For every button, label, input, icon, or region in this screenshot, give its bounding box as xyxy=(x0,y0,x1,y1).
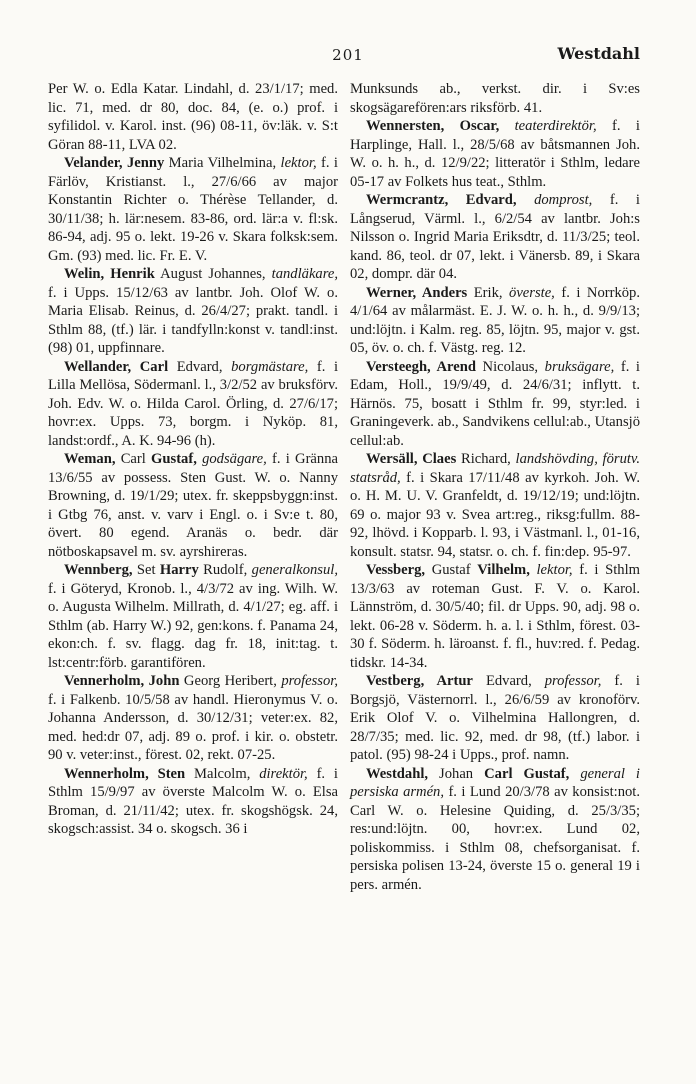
entry-given-names: Nicolaus, xyxy=(475,358,545,375)
entry-given-names: August Johannes, xyxy=(154,266,272,282)
biography-entry xyxy=(350,561,640,672)
entry-text: f. i Färlöv, Kristianst. l., 27/6/66 av major Konstantin Richter o. Thérèse Tellander, d. 30/11/38; h. lär:nesem. 83-86, ord. lär:a v. fl:sk. 86-94, adj. 95 o. lekt. 19-26 v. Skara folksk:sem. Gm. (93) med. lic. Fr. E. V. xyxy=(48,155,338,264)
entry-given-names: Malcolm, xyxy=(185,765,260,782)
entry-title: bruksägare, xyxy=(544,358,615,375)
entry-title: överste, xyxy=(509,284,555,301)
entry-given-names: Carl xyxy=(115,451,152,467)
biography-entry xyxy=(48,765,338,839)
entry-text: f. i Sthlm 13/3/63 av roteman Gust. F. V. o. Karol. Lännström, d. 30/5/40; fil. dr Upps. 90, adj. 98 o. lekt. 06-28 v. Söderm. h. a. l. i Sthlm, förest. 03-30 f. Söderm. h. läroanst. f. fl., huv:red. f. Pedag. tidskr. 14-34. xyxy=(350,562,640,671)
left-column xyxy=(48,80,338,839)
biography-entry xyxy=(350,765,640,895)
entry-name: Wersäll, Claes xyxy=(366,451,457,467)
entry-title: borgmästare, xyxy=(231,358,309,375)
biography-entry xyxy=(350,450,640,561)
biography-entry xyxy=(350,117,640,191)
entry-title: professor, xyxy=(544,673,602,689)
biography-entry xyxy=(48,154,338,265)
entry-given-names: Gustaf xyxy=(425,562,478,578)
biography-entry xyxy=(350,80,640,117)
entry-name: Werner, Anders xyxy=(366,284,468,301)
entry-name: Weman, xyxy=(64,451,116,467)
entry-text: f. i Långserud, Värml. l., 6/2/54 av lantbr. Joh:s Nilsson o. Ingrid Maria Eriksdtr, d. 11/3/25; teol. kand. 86, teol. dr 07, lekt. i Vänersb. 89, i Skara 02, dompr. där 04. xyxy=(350,192,640,282)
entry-name: Velander, Jenny xyxy=(64,155,165,171)
entry-title: direktör, xyxy=(259,765,308,782)
entry-given-names: Set xyxy=(132,562,160,578)
entry-name: Wermcrantz, Edvard, xyxy=(366,192,517,208)
entry-text: f. i Falkenb. 10/5/58 av handl. Hieronymus V. o. Johanna Andersson, d. 30/12/31; veter:ex. 82, med. hed:dr 07, adj. 89 o. prof. i kir. o. obstetr. 90 v. veter:inst., förest. 02, rekt. 07-25. xyxy=(48,691,338,763)
entry-given-names: Per W. o. Edla Katar. Lindahl, d. 23/1/17; med. lic. 71, med. dr 80, doc. 84, (e. o.) prof. i syfilidol. v. Karol. inst. (96) 08-11, öv:läk. v. S:t Göran 88-11, LVA 02. xyxy=(48,81,338,153)
entry-text: f. i Gränna 13/6/55 av possess. Sten Gust. W. o. Nanny Browning, d. 19/1/29; utex. fr. skeppsbyggn:inst. i Gtbg 76, anst. v. varv i Engl. o. i Sv:e t. 80, övert. 80 egend. Aranäs o. bedr. där nötboskapsavel m. sv. ayrshireras. xyxy=(48,451,338,560)
entry-given-names: Georg Heribert, xyxy=(179,673,282,689)
entry-call-name: Harry xyxy=(159,562,199,578)
entry-given-names: Rudolf, xyxy=(198,562,252,578)
entry-text: f. i Edam, Holl., 19/9/49, d. 24/6/31; inflytt. t. Härnös. 75, bosatt i Sthlm fr. 99, styr:led. i Graningeverk. ab., Sandvikens cellul:ab., Utansjö cellul:ab. xyxy=(350,358,640,449)
entry-text: f. i Harplinge, Hall. l., 28/5/68 av båtsmannen Joh. W. o. h. h., d. 12/9/22; litteratör i Sthlm, ledare 05-17 av Folkets hus teat., Sthlm. xyxy=(350,118,640,190)
biography-entry xyxy=(48,672,338,765)
entry-text: f. i Borgsjö, Västernorrl. l., 26/6/59 av kronoförv. Erik Olof V. o. Vilhelmina Hallongren, d. 28/7/35; med. lic. 92, med. dr 98, (tf.) labor. i patol. (95) 98-24 i Upps., prof. namn. xyxy=(350,673,640,763)
entry-text: f. i Sthlm 15/9/97 av överste Malcolm W. o. Elsa Broman, d. 21/11/42; utex. fr. skogshögsk. 24, skogsch:assist. 34 o. skogsch. 36 i xyxy=(48,765,338,837)
entry-title: teaterdirektör, xyxy=(514,118,597,134)
running-head: Westdahl xyxy=(557,44,640,63)
entry-name: Westdahl, xyxy=(366,765,429,782)
entry-title: landshövding, förutv. statsråd, xyxy=(350,451,640,486)
entry-call-name: Vilhelm, xyxy=(477,562,530,578)
entry-title: lektor, xyxy=(280,155,317,171)
right-column xyxy=(350,80,640,894)
biography-entry xyxy=(48,561,338,672)
page-number: 201 xyxy=(332,46,364,64)
entry-title: generalkonsul, xyxy=(251,562,338,578)
biography-entry xyxy=(48,80,338,154)
entry-name: Vennerholm, John xyxy=(64,673,180,689)
entry-name: Welin, Henrik xyxy=(64,266,155,282)
entry-name: Vessberg, xyxy=(366,562,426,578)
entry-name: Wennersten, Oscar, xyxy=(366,118,500,134)
biography-entry xyxy=(350,284,640,358)
entry-given-names: Maria Vilhelmina, xyxy=(164,155,281,171)
biography-entry xyxy=(350,191,640,284)
entry-given-names: Erik, xyxy=(467,284,510,301)
entry-call-name: Gustaf, xyxy=(151,451,197,467)
biography-entry xyxy=(350,358,640,451)
entry-given-names: Johan xyxy=(428,765,485,782)
entry-title: domprost, xyxy=(534,192,593,208)
entry-name: Wennerholm, Sten xyxy=(64,765,186,782)
biography-entry xyxy=(48,358,338,451)
entry-title: general i persiska armén, xyxy=(350,765,640,800)
entry-title: godsägare, xyxy=(202,451,267,467)
entry-title: professor, xyxy=(281,673,338,689)
entry-text: f. i Skara 17/11/48 av kyrkoh. Joh. W. o. H. M. U. V. Granfeldt, d. 19/12/19; und:löjtn. 69 o. major 93 v. Svea art:reg., riksg:fullm. 88-92, lhövd. i Kopparb. l. 93, i Västmanl. l., 01-16, konsult. statsr. 94, statsr. o. ch. f. fin:dep. 95-97. xyxy=(350,469,640,560)
entry-name: Versteegh, Arend xyxy=(366,358,476,375)
entry-name: Wennberg, xyxy=(64,562,133,578)
entry-title: lektor, xyxy=(536,562,573,578)
biography-entry xyxy=(48,450,338,561)
entry-given-names: Edvard, xyxy=(472,673,545,689)
entry-text: f. i Lilla Mellösa, Södermanl. l., 3/2/52 av bruksförv. Joh. Edv. W. o. Hilda Carol. Örling, d. 27/6/17; hovr:ex. Upps. 73, borgm. i Nyköp. 81, landst:ordf., A. K. 94-96 (h). xyxy=(48,358,338,449)
entry-text: f. i Göteryd, Kronob. l., 4/3/72 av ing. Wilh. W. o. Augusta Wilhelm. Millrath, d. 4/1/27; eg. aff. i Sthlm (ab. Harry W.) 92, gen:kons. f. Panama 24, ekon:ch. f. sv. flagg. dag fr. 18, init:tag. t. lst:centr:förb. garantifören. xyxy=(48,580,338,671)
biography-entry xyxy=(48,265,338,358)
entry-text: f. i Lund 20/3/78 av konsist:not. Carl W. o. Helesine Quiding, d. 25/3/35; res:und:löjtn. 00, hovr:ex. Lund 02, poliskommiss. i Sthlm 08, chefsorganisat. f. persiska polisen 13-24, överste 15 o. general 19 i pers. armén. xyxy=(350,784,640,893)
entry-given-names xyxy=(517,192,535,208)
entry-text: f. i Upps. 15/12/63 av lantbr. Joh. Olof W. o. Maria Elisab. Reinus, d. 26/4/27; prakt. tandl. i Sthlm 88, (tf.) lär. i tandfylln:konst v. tandl:inst. (98) 01, uppfinnare. xyxy=(48,284,338,356)
entry-name: Vestberg, Artur xyxy=(366,673,473,689)
entry-text: f. i Norrköp. 4/1/64 av målarmäst. E. J. W. o. h. h., d. 9/9/13; und:löjtn. i Kalm. reg. 85, löjtn. 95, major v. gst. 05, öv. o. ch. f. Västg. reg. 12. xyxy=(350,284,641,356)
biography-entry xyxy=(350,672,640,765)
entry-given-names: Edvard, xyxy=(168,358,232,375)
entry-name: Wellander, Carl xyxy=(64,358,169,375)
entry-given-names: Munksunds ab., verkst. dir. i Sv:es skogsägarefören:ars riksförb. 41. xyxy=(350,81,640,116)
entry-given-names: Richard, xyxy=(456,451,516,467)
entry-call-name: Carl Gustaf, xyxy=(484,765,570,782)
entry-title: tandläkare, xyxy=(271,266,338,282)
entry-given-names xyxy=(499,118,514,134)
